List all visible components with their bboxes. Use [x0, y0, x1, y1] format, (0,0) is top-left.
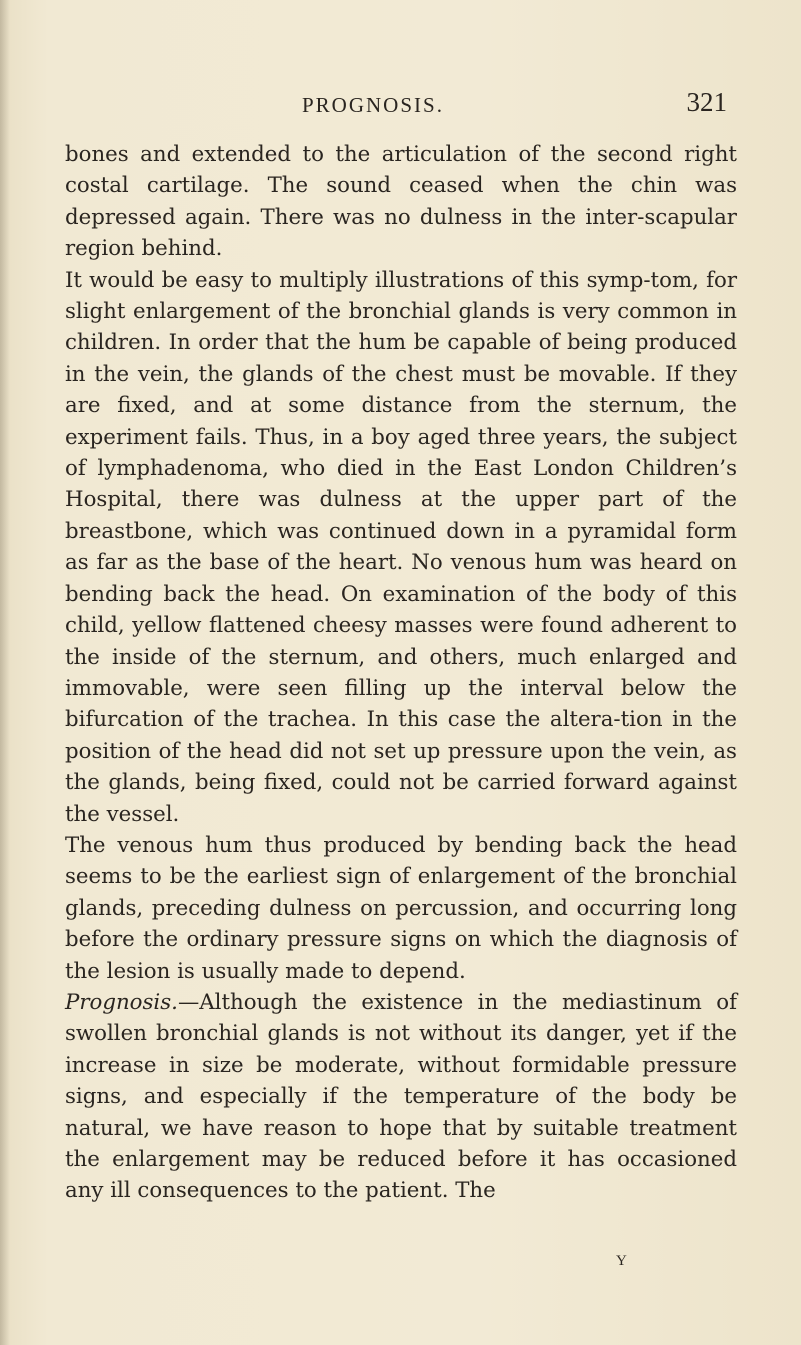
paragraph-3-text: The venous hum thus produced by bending back the head seems to be the earliest sign of enlargement of the bronchial glands, preceding dulness on percussion, and occurring long before the ordinary pressure signs on which the diagnosis of the lesion is usually made to depend. [65, 832, 737, 984]
paragraph-4-title: Prognosis. [65, 989, 178, 1015]
signature-mark: Y [616, 1253, 627, 1269]
running-head: PROGNOSIS. [302, 93, 444, 117]
paragraph-4 [65, 987, 737, 1207]
paragraph-4-text: —Although the existence in the mediastinum of swollen bronchial glands is not without its danger, yet if the increase in size be moderate, without formidable pressure signs, and especially if the temperature of the body be natural, we have reason to hope that by suitable treatment the enlargement may be reduced before it has occasioned any ill consequences to the patient. The [65, 989, 737, 1204]
page-edge-shadow [0, 0, 10, 1345]
page-header [0, 87, 801, 123]
paragraph-2-text: It would be easy to multiply illustrations of this symp-tom, for slight enlargement of the bronchial glands is very common in children. In order that the hum be capable of being produced in the vein, the glands of the chest must be movable. If they are fixed, and at some distance from the sternum, the experiment fails. Thus, in a boy aged three years, the subject of lymphadenoma, who died in the East London Children’s Hospital, there was dulness at the upper part of the breastbone, which was continued down in a pyramidal form as far as the base of the heart. No venous hum was heard on bending back the head. On examination of the body of this child, yellow flattened cheesy masses were found adherent to the inside of the sternum, and others, much enlarged and immovable, were seen filling up the interval below the bifurcation of the trachea. In this case the altera-tion in the position of the head did not set up pressure upon the vein, as the glands, being fixed, could not be carried forward against the vessel. [65, 267, 737, 827]
body-text [65, 139, 737, 1207]
paragraph-2 [65, 265, 737, 830]
page-number: 321 [686, 87, 727, 117]
paragraph-1 [65, 139, 737, 265]
paragraph-3 [65, 830, 737, 987]
paragraph-1-text: bones and extended to the articulation of the second right costal cartilage. The sound ceased when the chin was depressed again. There was no dulness in the inter-scapular region behind. [65, 142, 737, 262]
